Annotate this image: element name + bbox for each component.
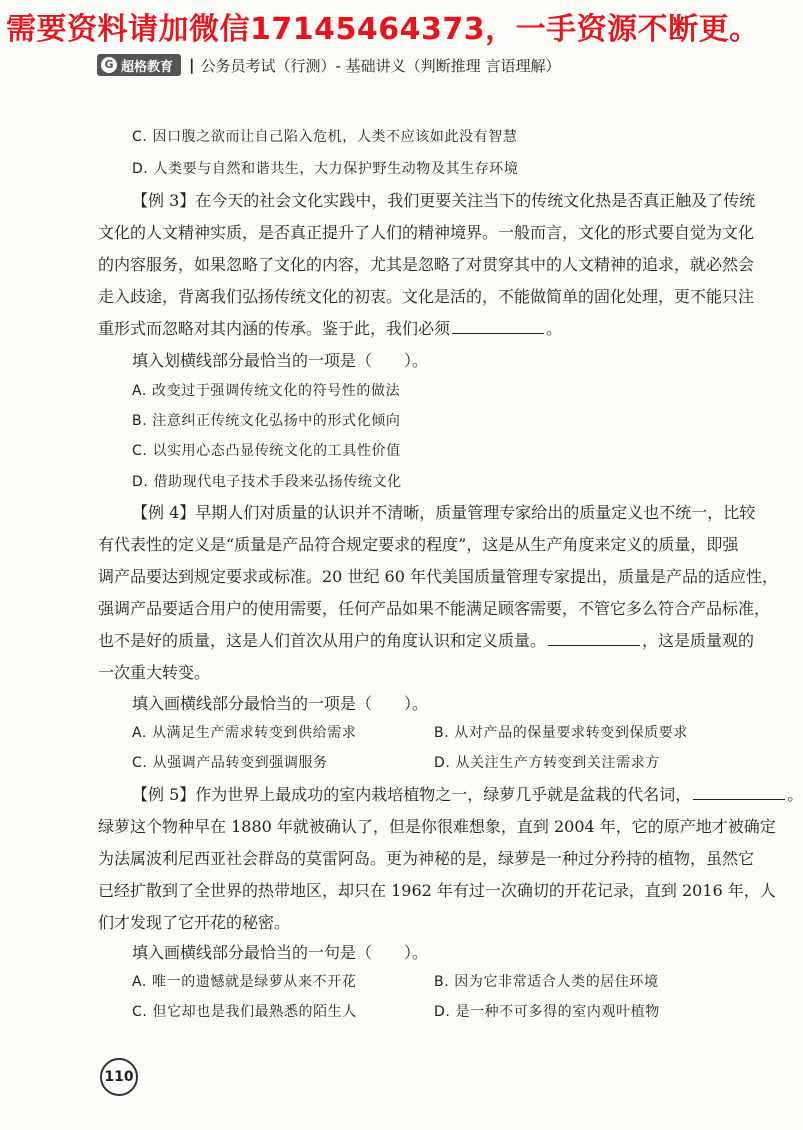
ex5-option-a: A. 唯一的遗憾就是绿萝从来不开花 <box>132 974 357 990</box>
ex4-text-after-blank: ，这是质量观的 <box>642 631 755 650</box>
ex3-option-c: C. 以实用心态凸显传统文化的工具性价值 <box>132 443 401 459</box>
header-separator: | <box>189 56 195 74</box>
ex4-text-line: 一次重大转变。 <box>98 663 211 682</box>
prev-option-d: D. 人类要与自然和谐共生，大力保护野生动物及其生存环境 <box>132 161 519 177</box>
ex4-text-line: 【例 4】早期人们对质量的认识并不清晰，质量管理专家给出的质量定义也不统一，比较 <box>132 503 756 522</box>
ex5-text-line: 绿萝这个物种早在 1880 年就被确认了，但是你很难想象，直到 2004 年，它的原产地才被确定 <box>98 817 776 836</box>
ex3-option-b: B. 注意纠正传统文化弘扬中的形式化倾向 <box>132 413 401 429</box>
ex3-text-line: 的内容服务，如果忽略了文化的内容，尤其是忽略了对贯穿其中的人文精神的追求，就必然会 <box>98 255 755 274</box>
ex5-option-c: C. 但它却也是我们最熟悉的陌生人 <box>132 1004 357 1020</box>
watermark-banner: 需要资料请加微信17145464373，一手资源不断更。 <box>6 12 760 47</box>
logo-icon: G <box>101 57 117 73</box>
ex4-text-line: 调产品要达到规定要求或标准。20 世纪 60 年代美国质量管理专家提出，质量是产品的适应性， <box>98 567 778 586</box>
answer-blank <box>548 631 640 646</box>
ex3-text-line: 走入歧途，背离我们弘扬传统文化的初衷。文化是活的，不能做简单的固化处理，更不能只注 <box>98 287 755 306</box>
ex5-text-before-blank: 【例 5】作为世界上最成功的室内栽培植物之一，绿萝几乎就是盆栽的代名词， <box>132 785 692 804</box>
ex3-text-after-blank: 。 <box>546 319 563 338</box>
ex3-text-line <box>98 318 562 340</box>
ex3-option-d: D. 借助现代电子技术手段来弘扬传统文化 <box>132 474 402 490</box>
ex5-option-b: B. 因为它非常适合人类的居住环境 <box>434 974 659 990</box>
ex4-text-line: 有代表性的定义是“质量是产品符合规定要求的程度”，这是从生产角度来定义的质量，即强 <box>98 535 739 554</box>
page-number: 110 <box>100 1058 138 1096</box>
header-title: 公务员考试（行测）- 基础讲义（判断推理 言语理解） <box>200 56 561 75</box>
ex5-option-d: D. 是一种不可多得的室内观叶植物 <box>434 1004 660 1020</box>
ex3-text-before-blank: 重形式而忽略对其内涵的传承。鉴于此，我们必须 <box>98 319 451 338</box>
ex3-text-line: 【例 3】在今天的社会文化实践中，我们更要关注当下的传统文化热是否真正触及了传统 <box>132 191 756 210</box>
ex4-option-c: C. 从强调产品转变到强调服务 <box>132 755 328 771</box>
ex4-text-before-blank: 也不是好的质量，这是人们首次从用户的角度认识和定义质量。 <box>98 631 547 650</box>
answer-blank <box>452 319 544 334</box>
ex4-text-line: 强调产品要适合用户的使用需要，任何产品如果不能满足顾客需要，不管它多么符合产品标准， <box>98 599 771 618</box>
ex3-option-a: A. 改变过于强调传统文化的符号性的做法 <box>132 383 401 399</box>
ex4-prompt: 填入画横线部分最恰当的一项是（ ）。 <box>132 694 429 713</box>
ex5-text-line <box>132 784 803 806</box>
answer-blank <box>693 785 785 800</box>
ex5-text-after-blank: 。 <box>787 785 803 804</box>
ex5-text-line: 已经扩散到了全世界的热带地区，却只在 1962 年有过一次确切的开花记录，直到 2016 年，人 <box>98 881 776 900</box>
prev-option-c: C. 因口腹之欲而让自己陷入危机，人类不应该如此没有智慧 <box>132 129 518 145</box>
ex4-option-b: B. 从对产品的保量要求转变到保质要求 <box>434 725 688 741</box>
ex3-text-line: 文化的人文精神实质，是否真正提升了人们的精神境界。一般而言，文化的形式要自觉为文化 <box>98 223 755 242</box>
logo-text: 超格教育 <box>121 59 174 75</box>
ex5-prompt: 填入画横线部分最恰当的一句是（ ）。 <box>132 943 429 962</box>
ex4-option-a: A. 从满足生产需求转变到供给需求 <box>132 725 357 741</box>
ex4-option-d: D. 从关注生产方转变到关注需求方 <box>434 755 660 771</box>
ex3-prompt: 填入划横线部分最恰当的一项是（ ）。 <box>132 351 429 370</box>
ex4-text-line <box>98 630 754 652</box>
ex5-text-line: 为法属波利尼西亚社会群岛的莫雷阿岛。更为神秘的是，绿萝是一种过分矜持的植物，虽然它 <box>98 849 755 868</box>
ex5-text-line: 们才发现了它开花的秘密。 <box>98 913 291 932</box>
